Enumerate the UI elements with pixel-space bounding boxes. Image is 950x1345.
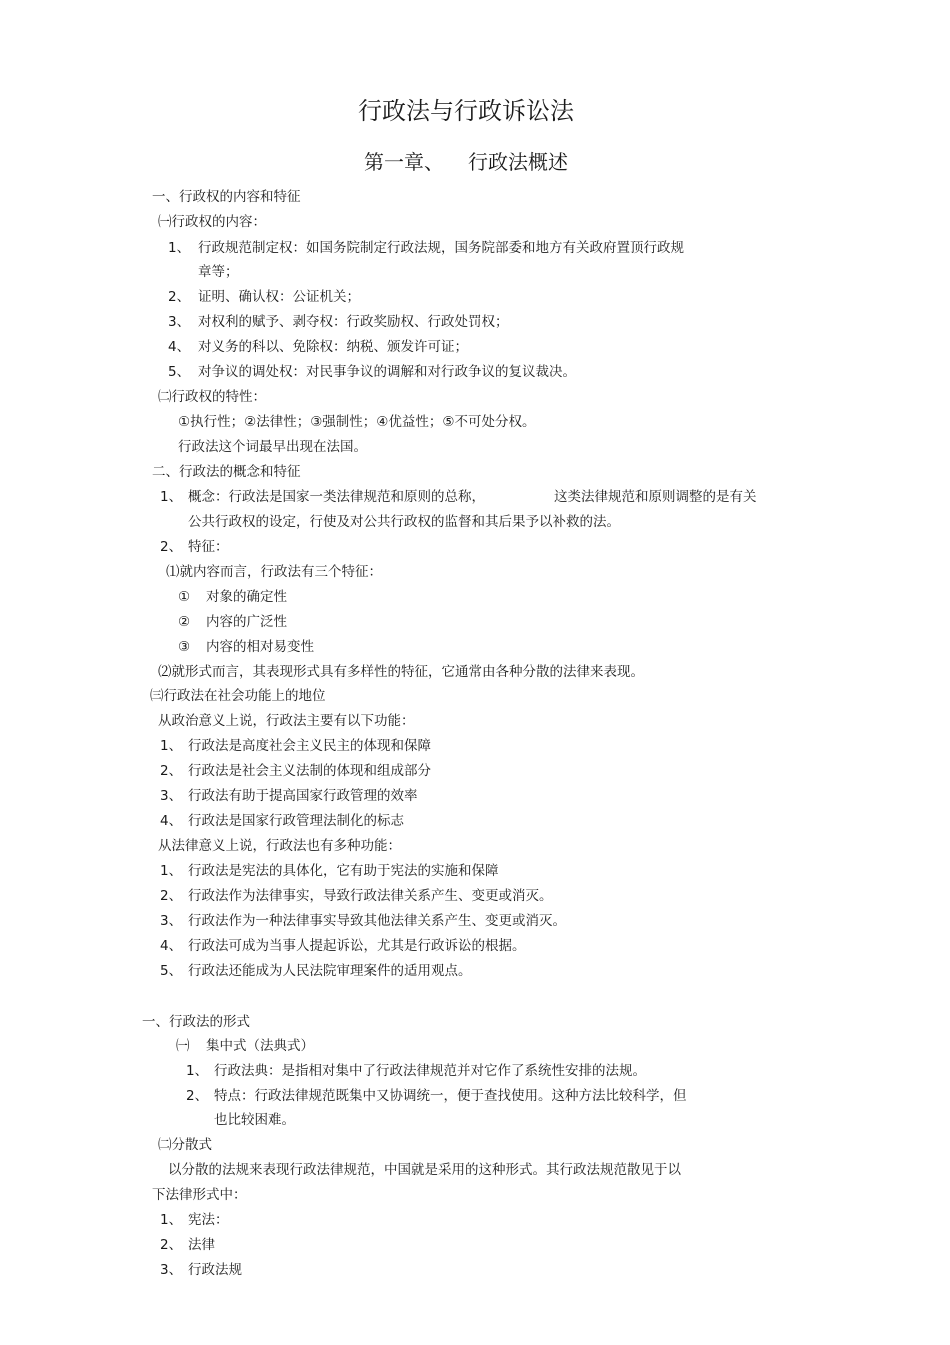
list-item: 内容的广泛性 <box>206 614 287 630</box>
list-number: ② <box>178 614 191 630</box>
list-item: 内容的相对易变性 <box>206 639 314 655</box>
list-number: 5、 <box>160 963 183 979</box>
list-number: 1、 <box>160 1212 183 1228</box>
list-item: 行政法典：是指相对集中了行政法律规范并对它作了系统性安排的法规。 <box>214 1063 646 1079</box>
list-number: 2、 <box>160 1237 183 1253</box>
list-item: 行政法有助于提高国家行政管理的效率 <box>188 788 418 804</box>
section-heading: 二、行政法的概念和特征 <box>152 464 301 480</box>
subsection-heading: ㈢行政法在社会功能上的地位 <box>150 688 326 704</box>
list-number: 4、 <box>160 938 183 954</box>
list-number: 3、 <box>160 788 183 804</box>
note-text: 行政法这个词最早出现在法国。 <box>178 439 367 455</box>
list-item: 对义务的科以、免除权：纳税、颁发许可证； <box>198 339 468 355</box>
list-number: 3、 <box>168 314 191 330</box>
chapter-title <box>0 148 932 176</box>
list-item: 行政法规 <box>188 1262 242 1278</box>
list-number: 1、 <box>186 1063 209 1079</box>
list-number: 5、 <box>168 364 191 380</box>
list-item: 宪法： <box>188 1212 229 1228</box>
list-item: 对象的确定性 <box>206 589 287 605</box>
list-number: 1、 <box>160 489 183 505</box>
paragraph-continuation: 下法律形式中： <box>152 1187 247 1203</box>
list-item: 行政法还能成为人民法院审理案件的适用观点。 <box>188 963 472 979</box>
list-number: 2、 <box>186 1088 209 1104</box>
list-item: 法律 <box>188 1237 215 1253</box>
list-number: 1、 <box>168 240 191 256</box>
list-item-continuation: 章等； <box>198 264 239 280</box>
list-number: 4、 <box>160 813 183 829</box>
document-title: 行政法与行政诉讼法 <box>358 97 574 125</box>
list-item: 对权利的赋予、剥夺权：行政奖励权、行政处罚权； <box>198 314 509 330</box>
list-item: 行政法可成为当事人提起诉讼，尤其是行政诉讼的根据。 <box>188 938 526 954</box>
list-item: 行政法是社会主义法制的体现和组成部分 <box>188 763 431 779</box>
features-heading: 特征： <box>188 539 229 555</box>
features-content-heading: ⑴就内容而言，行政法有三个特征： <box>166 564 382 580</box>
concept-text: 这类法律规范和原则调整的是有关 <box>554 489 757 505</box>
paragraph: 以分散的法规来表现行政法律规范，中国就是采用的这种形式。其行政法规范散见于以 <box>168 1162 681 1178</box>
list-number: 3、 <box>160 913 183 929</box>
list-item-continuation: 也比较困难。 <box>214 1112 295 1128</box>
list-number: ① <box>178 589 191 605</box>
traits-list: ①执行性；②法律性；③强制性；④优益性；⑤不可处分权。 <box>178 414 536 430</box>
paragraph-head: 从政治意义上说，行政法主要有以下功能： <box>158 713 415 729</box>
concept-continuation: 公共行政权的设定，行使及对公共行政权的监督和其后果予以补救的法。 <box>188 514 620 530</box>
list-item: 对争议的调处权：对民事争议的调解和对行政争议的复议裁决。 <box>198 364 576 380</box>
chapter-name: 行政法概述 <box>468 150 568 174</box>
list-number: 1、 <box>160 863 183 879</box>
section-heading: 一、行政权的内容和特征 <box>152 189 301 205</box>
list-item: 行政法作为一种法律事实导致其他法律关系产生、变更或消灭。 <box>188 913 566 929</box>
chapter-label: 第一章、 <box>364 150 444 174</box>
list-number: 2、 <box>168 289 191 305</box>
list-number: ㈠ <box>176 1038 190 1054</box>
subsection-heading: ㈡分散式 <box>158 1137 212 1153</box>
list-item: 行政法作为法律事实，导致行政法律关系产生、变更或消灭。 <box>188 888 553 904</box>
subsection-heading: 集中式（法典式） <box>206 1038 314 1054</box>
subsection-heading: ㈡行政权的特性： <box>158 389 266 405</box>
list-number: 3、 <box>160 1262 183 1278</box>
list-item: 行政法是国家行政管理法制化的标志 <box>188 813 404 829</box>
list-item: 特点：行政法律规范既集中又协调统一，便于查找使用。这种方法比较科学，但 <box>214 1088 687 1104</box>
subsection-heading: ㈠行政权的内容： <box>158 214 266 230</box>
list-number: 2、 <box>160 888 183 904</box>
features-form: ⑵就形式而言，其表现形式具有多样性的特征，它通常由各种分散的法律来表现。 <box>158 664 644 680</box>
list-number: 2、 <box>160 539 183 555</box>
list-number: 1、 <box>160 738 183 754</box>
concept-text: 概念：行政法是国家一类法律规范和原则的总称， <box>188 489 485 505</box>
list-item: 行政法是高度社会主义民主的体现和保障 <box>188 738 431 754</box>
list-item: 行政法是宪法的具体化，它有助于宪法的实施和保障 <box>188 863 499 879</box>
list-number: 2、 <box>160 763 183 779</box>
section-heading: 一、行政法的形式 <box>142 1014 250 1030</box>
paragraph-head: 从法律意义上说，行政法也有多种功能： <box>158 838 401 854</box>
list-item: 证明、确认权：公证机关； <box>198 289 360 305</box>
list-number: 4、 <box>168 339 191 355</box>
list-number: ③ <box>178 639 191 655</box>
list-item: 行政规范制定权：如国务院制定行政法规，国务院部委和地方有关政府置顶行政规 <box>198 240 684 256</box>
